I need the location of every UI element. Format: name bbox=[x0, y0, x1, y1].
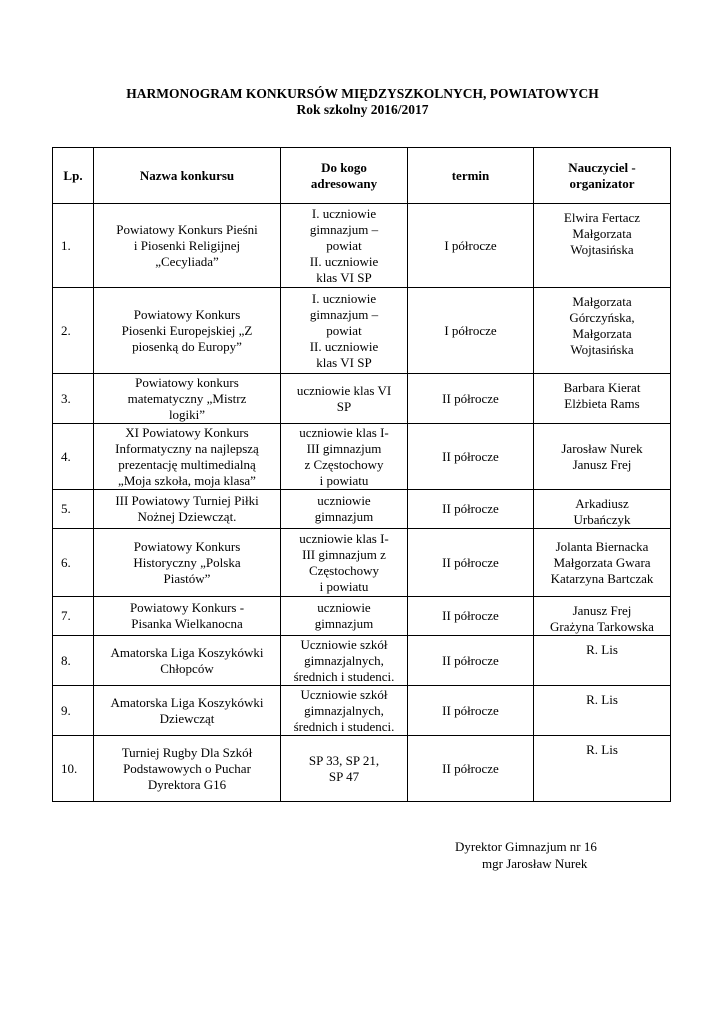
table-row bbox=[53, 636, 671, 686]
cell-term: II półrocze bbox=[408, 686, 534, 736]
document-title bbox=[0, 86, 725, 118]
cell-teacher-line: Grażyna Tarkowska bbox=[550, 619, 654, 634]
cell-name-line: Powiatowy Konkurs Pieśni bbox=[116, 221, 258, 237]
cell-audience bbox=[281, 204, 408, 288]
cell-term: II półrocze bbox=[408, 529, 534, 597]
header-term: termin bbox=[408, 148, 534, 204]
cell-audience-line: SP bbox=[336, 398, 352, 414]
cell-teacher bbox=[534, 374, 671, 424]
cell-audience-line: z Częstochowy bbox=[304, 456, 384, 472]
cell-audience-line: III gimnazjum bbox=[306, 440, 382, 456]
cell-audience-line: gimnazjum bbox=[314, 616, 374, 631]
cell-audience-line: Częstochowy bbox=[308, 562, 380, 578]
cell-name-line: III Powiatowy Turniej Piłki bbox=[115, 493, 259, 508]
cell-name-line: Dziewcząt bbox=[159, 710, 215, 726]
cell-teacher-line: Wojtasińska bbox=[570, 242, 634, 257]
cell-teacher-line: Jolanta Biernacka bbox=[555, 538, 649, 554]
cell-teacher-line: Arkadiusz bbox=[575, 496, 629, 511]
title-line: HARMONOGRAM KONKURSÓW MIĘDZYSZKOLNYCH, POWIATOWYCH bbox=[126, 86, 599, 101]
cell-term: II półrocze bbox=[408, 374, 534, 424]
cell-audience bbox=[281, 424, 408, 490]
table-row bbox=[53, 490, 671, 529]
header-audience bbox=[281, 148, 408, 204]
cell-teacher-line: Janusz Frej bbox=[572, 456, 632, 472]
cell-teacher-line: R. Lis bbox=[586, 692, 618, 707]
cell-lp: 4. bbox=[53, 424, 94, 490]
cell-teacher bbox=[534, 529, 671, 597]
cell-teacher bbox=[534, 204, 671, 288]
cell-teacher bbox=[534, 288, 671, 374]
cell-audience-line: uczniowie bbox=[317, 493, 371, 508]
cell-lp: 8. bbox=[53, 636, 94, 686]
cell-name-line: matematyczny „Mistrz bbox=[127, 390, 247, 406]
cell-name-line: Chłopców bbox=[160, 660, 214, 676]
table-row bbox=[53, 736, 671, 802]
cell-audience bbox=[281, 529, 408, 597]
cell-audience-line: SP 33, SP 21, bbox=[308, 752, 380, 768]
cell-teacher-line: Janusz Frej bbox=[572, 603, 632, 618]
cell-teacher-line: Małgorzata bbox=[572, 226, 632, 241]
cell-name-line: prezentację multimedialną bbox=[118, 456, 256, 472]
cell-audience-line: SP 47 bbox=[328, 768, 360, 784]
cell-name bbox=[94, 597, 281, 636]
cell-audience bbox=[281, 490, 408, 529]
cell-lp: 1. bbox=[53, 204, 94, 288]
header-lp: Lp. bbox=[53, 148, 94, 204]
subtitle-line: Rok szkolny 2016/2017 bbox=[296, 102, 429, 117]
cell-name-line: „Cecyliada” bbox=[155, 253, 219, 269]
cell-name-line: Powiatowy konkurs bbox=[135, 374, 239, 390]
competition-schedule-table bbox=[52, 147, 671, 802]
table-body bbox=[53, 204, 671, 802]
cell-teacher bbox=[534, 686, 671, 736]
table-row bbox=[53, 597, 671, 636]
cell-name bbox=[94, 636, 281, 686]
table-row bbox=[53, 204, 671, 288]
cell-audience-line: gimnazjalnych, bbox=[304, 702, 384, 718]
cell-audience-line: gimnazjalnych, bbox=[304, 652, 384, 668]
cell-name bbox=[94, 736, 281, 802]
cell-name-line: Informatyczny na najlepszą bbox=[115, 440, 259, 456]
cell-name-line: Powiatowy Konkurs bbox=[133, 306, 241, 322]
signature-name: mgr Jarosław Nurek bbox=[482, 856, 588, 871]
cell-name-line: Pisanka Wielkanocna bbox=[131, 616, 243, 631]
cell-teacher-line: Małgorzata Gwara bbox=[553, 554, 651, 570]
cell-teacher bbox=[534, 490, 671, 529]
cell-teacher-line: Elwira Fertacz bbox=[563, 210, 641, 225]
cell-audience-line: gimnazjum bbox=[314, 509, 374, 524]
cell-teacher-line: Małgorzata bbox=[572, 326, 632, 341]
cell-teacher-line: Elżbieta Rams bbox=[564, 396, 640, 411]
cell-name bbox=[94, 529, 281, 597]
cell-audience-line: klas VI SP bbox=[316, 354, 372, 370]
cell-audience-line: uczniowie klas VI bbox=[296, 382, 392, 398]
cell-name-line: Piosenki Europejskiej „Z bbox=[121, 322, 253, 338]
cell-lp: 2. bbox=[53, 288, 94, 374]
cell-teacher bbox=[534, 597, 671, 636]
cell-audience-line: I. uczniowie bbox=[311, 205, 377, 221]
cell-lp: 9. bbox=[53, 686, 94, 736]
cell-name-line: Podstawowych o Puchar bbox=[123, 760, 251, 776]
cell-lp: 6. bbox=[53, 529, 94, 597]
cell-name-line: Turniej Rugby Dla Szkół bbox=[121, 744, 253, 760]
cell-audience-line: powiat bbox=[326, 237, 362, 253]
cell-audience-line: Uczniowie szkół bbox=[300, 636, 388, 652]
cell-name bbox=[94, 374, 281, 424]
cell-name-line: Amatorska Liga Koszykówki bbox=[110, 694, 264, 710]
cell-name bbox=[94, 490, 281, 529]
header-audience-text: Do kogo adresowany bbox=[310, 159, 378, 191]
cell-audience-line: I. uczniowie bbox=[311, 290, 377, 306]
cell-teacher-line: Barbara Kierat bbox=[563, 380, 641, 395]
table-row bbox=[53, 424, 671, 490]
cell-teacher-line: Wojtasińska bbox=[570, 342, 634, 357]
cell-name-line: Powiatowy Konkurs - bbox=[129, 600, 245, 615]
cell-audience-line: Uczniowie szkół bbox=[300, 686, 388, 702]
cell-name bbox=[94, 686, 281, 736]
cell-name-line: „Moja szkoła, moja klasa” bbox=[118, 472, 256, 488]
cell-teacher bbox=[534, 424, 671, 490]
cell-audience bbox=[281, 374, 408, 424]
cell-teacher-line: R. Lis bbox=[586, 642, 618, 657]
cell-teacher bbox=[534, 736, 671, 802]
cell-name-line: i Piosenki Religijnej bbox=[133, 237, 241, 253]
cell-teacher bbox=[534, 636, 671, 686]
cell-audience-line: i powiatu bbox=[319, 578, 369, 594]
cell-audience bbox=[281, 288, 408, 374]
cell-teacher-line: Katarzyna Bartczak bbox=[550, 570, 654, 586]
cell-name bbox=[94, 424, 281, 490]
cell-audience bbox=[281, 686, 408, 736]
table-row bbox=[53, 529, 671, 597]
table-row bbox=[53, 374, 671, 424]
header-teacher-text: Nauczyciel - organizator bbox=[568, 159, 636, 191]
signature-block bbox=[455, 838, 597, 872]
table-row bbox=[53, 686, 671, 736]
cell-lp: 10. bbox=[53, 736, 94, 802]
cell-audience-line: II. uczniowie bbox=[309, 338, 379, 354]
cell-audience-line: uczniowie bbox=[317, 600, 371, 615]
cell-name-line: Amatorska Liga Koszykówki bbox=[110, 644, 264, 660]
cell-name-line: XI Powiatowy Konkurs bbox=[125, 424, 249, 440]
cell-teacher-line: Górczyńska, bbox=[569, 310, 635, 325]
cell-term: II półrocze bbox=[408, 490, 534, 529]
cell-audience-line: klas VI SP bbox=[316, 269, 372, 285]
cell-lp: 3. bbox=[53, 374, 94, 424]
cell-name-line: Nożnej Dziewcząt. bbox=[137, 509, 237, 524]
cell-name-line: logiki” bbox=[168, 406, 206, 422]
cell-name-line: Dyrektora G16 bbox=[147, 776, 227, 792]
cell-term: II półrocze bbox=[408, 597, 534, 636]
cell-name bbox=[94, 288, 281, 374]
cell-term: I półrocze bbox=[408, 204, 534, 288]
cell-name-line: Powiatowy Konkurs bbox=[133, 538, 241, 554]
cell-audience-line: uczniowie klas I- bbox=[299, 424, 389, 440]
cell-teacher-line: Urbańczyk bbox=[573, 512, 631, 527]
cell-audience bbox=[281, 597, 408, 636]
cell-audience-line: II. uczniowie bbox=[309, 253, 379, 269]
table-row bbox=[53, 288, 671, 374]
cell-teacher-line: Małgorzata bbox=[572, 294, 632, 309]
cell-term: II półrocze bbox=[408, 736, 534, 802]
cell-term: II półrocze bbox=[408, 424, 534, 490]
header-name: Nazwa konkursu bbox=[94, 148, 281, 204]
table-header-row bbox=[53, 148, 671, 204]
cell-audience bbox=[281, 636, 408, 686]
cell-name-line: piosenką do Europy” bbox=[132, 338, 242, 354]
cell-name bbox=[94, 204, 281, 288]
cell-audience-line: i powiatu bbox=[319, 472, 369, 488]
cell-name-line: Piastów” bbox=[163, 570, 211, 586]
cell-lp: 7. bbox=[53, 597, 94, 636]
cell-audience-line: gimnazjum – bbox=[309, 221, 379, 237]
cell-name-line: Historyczny „Polska bbox=[133, 554, 241, 570]
cell-audience-line: gimnazjum – bbox=[309, 306, 379, 322]
cell-teacher-line: R. Lis bbox=[586, 742, 618, 757]
cell-lp: 5. bbox=[53, 490, 94, 529]
cell-audience bbox=[281, 736, 408, 802]
cell-audience-line: powiat bbox=[326, 322, 362, 338]
cell-audience-line: III gimnazjum z bbox=[302, 546, 386, 562]
cell-term: I półrocze bbox=[408, 288, 534, 374]
cell-audience-line: średnich i studenci. bbox=[293, 718, 395, 734]
signature-title: Dyrektor Gimnazjum nr 16 bbox=[455, 839, 597, 854]
cell-teacher-line: Jarosław Nurek bbox=[561, 440, 643, 456]
cell-audience-line: uczniowie klas I- bbox=[299, 530, 389, 546]
cell-audience-line: średnich i studenci. bbox=[293, 668, 395, 684]
cell-term: II półrocze bbox=[408, 636, 534, 686]
header-teacher bbox=[534, 148, 671, 204]
